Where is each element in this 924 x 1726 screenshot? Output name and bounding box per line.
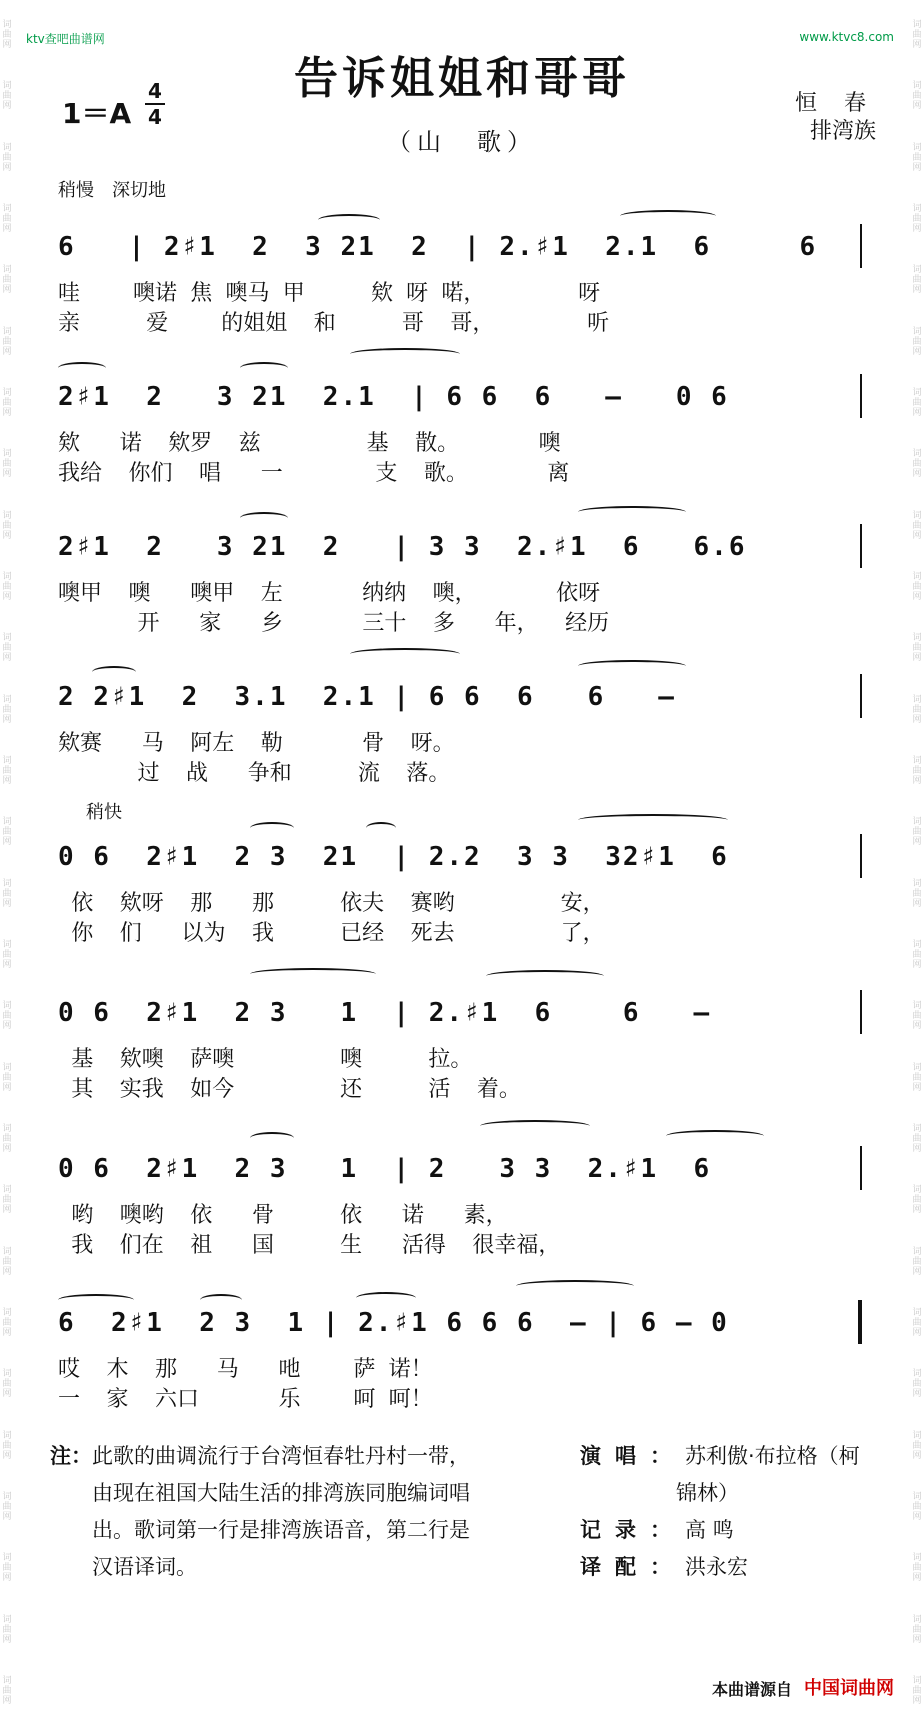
score-system-7 xyxy=(0,1118,924,1268)
lyric-line-1: 噢甲 噢 噢甲 左 纳纳 噢， 依呀 xyxy=(58,581,601,606)
slur xyxy=(240,362,288,374)
credit-performer: 演唱：苏利傲·布拉格（柯 xyxy=(580,1444,860,1468)
score-system-5 xyxy=(0,806,924,956)
slur xyxy=(92,666,136,678)
slur xyxy=(240,512,288,524)
right-side-watermark: 词曲网 词曲网 词曲网 词曲网 词曲网 词曲网 词曲网 词曲网 词曲网 词曲网 词曲网 词曲网 词曲网 词曲网 词曲网 词曲网 词曲网 词曲网 词曲网 词曲网 词曲网 词曲网 词曲网 词曲网 词曲网 词曲网 词曲网 词曲网 xyxy=(912,20,922,1706)
score-system-6 xyxy=(0,962,924,1112)
song-subtitle: （山 歌） xyxy=(387,128,537,156)
notation-line: 2♯1 2 3 21 2 | 3 3 2.♯1 6 6.6 xyxy=(58,532,747,562)
bar-line xyxy=(860,674,862,718)
tempo-marking-second: 稍快 xyxy=(86,802,122,823)
notation-line: 2 2♯1 2 3.1 2.1 | 6 6 6 6 – xyxy=(58,682,676,712)
final-bar-line xyxy=(858,1300,862,1344)
slur xyxy=(250,822,294,834)
slur xyxy=(366,822,396,834)
slur xyxy=(200,1294,242,1306)
score-system-8 xyxy=(0,1272,924,1422)
slur xyxy=(578,506,686,518)
lyric-line-1: 依 欸呀 那 那 依夫 赛哟 安， xyxy=(58,891,605,916)
author-tribe: 排湾族 xyxy=(809,119,876,144)
lyric-line-2: 一 家 六口 乐 呵 呵！ xyxy=(58,1387,433,1412)
credit-translator: 译配：洪永宏 xyxy=(580,1555,748,1579)
lyric-line-2: 其 实我 如今 还 活 着。 xyxy=(58,1077,521,1102)
slur xyxy=(350,648,460,660)
site-watermark-right: www.ktvc8.com xyxy=(799,30,894,44)
time-signature-top: 4 xyxy=(148,79,162,103)
slur xyxy=(350,348,460,360)
credit-recorder: 记录：高 鸣 xyxy=(580,1518,734,1542)
author-name: 恒 春 xyxy=(795,91,876,116)
slur xyxy=(250,968,376,980)
lyric-line-1: 欸 诺 欸罗 兹 基 散。 噢 xyxy=(58,431,561,456)
lyric-line-1: 哎 木 那 马 吔 萨 诺！ xyxy=(58,1357,433,1382)
slur xyxy=(578,814,728,826)
score-system-2 xyxy=(0,346,924,496)
lyric-line-2: 我给 你们 唱 一 支 歌。 离 xyxy=(58,461,570,486)
lyric-line-2: 开 家 乡 三十 多 年， 经历 xyxy=(58,611,610,636)
slur xyxy=(356,1292,416,1304)
key-signature: 1＝A xyxy=(62,97,132,130)
lyric-line-2: 我 们在 祖 国 生 活得 很幸福， xyxy=(58,1233,561,1258)
credit-performer-cont: 锦林） xyxy=(676,1481,739,1505)
lyric-line-1: 哇 噢诺 焦 噢马 甲 欸 呀 喏， 呀 xyxy=(58,281,601,306)
notation-line: 6 2♯1 2 3 1 | 2.♯1 6 6 6 – | 6 – 0 xyxy=(58,1308,729,1338)
slur xyxy=(58,1294,134,1306)
lyric-line-2: 你 们 以为 我 已经 死去 了， xyxy=(58,921,605,946)
footnote xyxy=(50,1438,550,1586)
slur xyxy=(516,1280,634,1292)
footnote-line: 由现在祖国大陆生活的排湾族同胞编词唱 xyxy=(92,1481,470,1505)
time-signature xyxy=(143,80,167,128)
slur xyxy=(480,1120,590,1132)
footnote-line: 出。歌词第一行是排湾族语音，第二行是 xyxy=(92,1518,470,1542)
slur xyxy=(250,1132,294,1144)
bar-line xyxy=(860,524,862,568)
slur xyxy=(666,1130,764,1142)
slur xyxy=(486,970,604,982)
left-side-watermark: 词曲网 词曲网 词曲网 词曲网 词曲网 词曲网 词曲网 词曲网 词曲网 词曲网 词曲网 词曲网 词曲网 词曲网 词曲网 词曲网 词曲网 词曲网 词曲网 词曲网 词曲网 词曲网 词曲网 词曲网 词曲网 词曲网 词曲网 词曲网 xyxy=(2,20,12,1706)
slur xyxy=(318,214,380,226)
bar-line xyxy=(860,374,862,418)
footnote-line: 汉语译词。 xyxy=(92,1555,197,1579)
notation-line: 0 6 2♯1 2 3 21 | 2.2 3 3 32♯1 6 xyxy=(58,842,729,872)
lyric-line-2: 亲 爱 的姐姐 和 哥 哥， 听 xyxy=(58,311,610,336)
lyric-line-2: 过 战 争和 流 落。 xyxy=(58,761,451,786)
tempo-marking-first: 稍慢 深切地 xyxy=(58,180,166,201)
bar-line xyxy=(860,1146,862,1190)
notation-line: 2♯1 2 3 21 2.1 | 6 6 6 – 0 6 xyxy=(58,382,729,412)
lyric-line-1: 基 欸噢 萨噢 噢 拉。 xyxy=(58,1047,473,1072)
bar-line xyxy=(860,224,862,268)
slur xyxy=(620,210,716,222)
footer-source-label: 本曲谱源自 xyxy=(711,1680,792,1699)
notation-line: 0 6 2♯1 2 3 1 | 2 3 3 2.♯1 6 xyxy=(58,1154,712,1184)
score-system-4 xyxy=(0,646,924,796)
lyric-line-1: 哟 噢哟 依 骨 依 诺 素， xyxy=(58,1203,508,1228)
notation-line: 6 | 2♯1 2 3 21 2 | 2.♯1 2.1 6 6 xyxy=(58,232,818,262)
footnote-label: 注： xyxy=(50,1444,92,1468)
bar-line xyxy=(860,834,862,878)
lyric-line-1: 欸赛 马 阿左 勒 骨 呀。 xyxy=(58,731,455,756)
slur xyxy=(578,660,686,672)
time-signature-bottom: 4 xyxy=(148,105,162,129)
notation-line: 0 6 2♯1 2 3 1 | 2.♯1 6 6 – xyxy=(58,998,712,1028)
footnote-line: 注：此歌的曲调流行于台湾恒春牡丹村一带， xyxy=(50,1444,470,1468)
score-system-1 xyxy=(0,196,924,346)
score-system-3 xyxy=(0,496,924,646)
slur xyxy=(58,362,106,374)
footer-site-link[interactable]: 中国词曲网 xyxy=(804,1678,894,1699)
bar-line xyxy=(860,990,862,1034)
song-title: 告诉姐姐和哥哥 xyxy=(294,53,630,104)
site-watermark-left: ktv查吧曲谱网 xyxy=(26,32,105,46)
credits xyxy=(580,1438,900,1586)
